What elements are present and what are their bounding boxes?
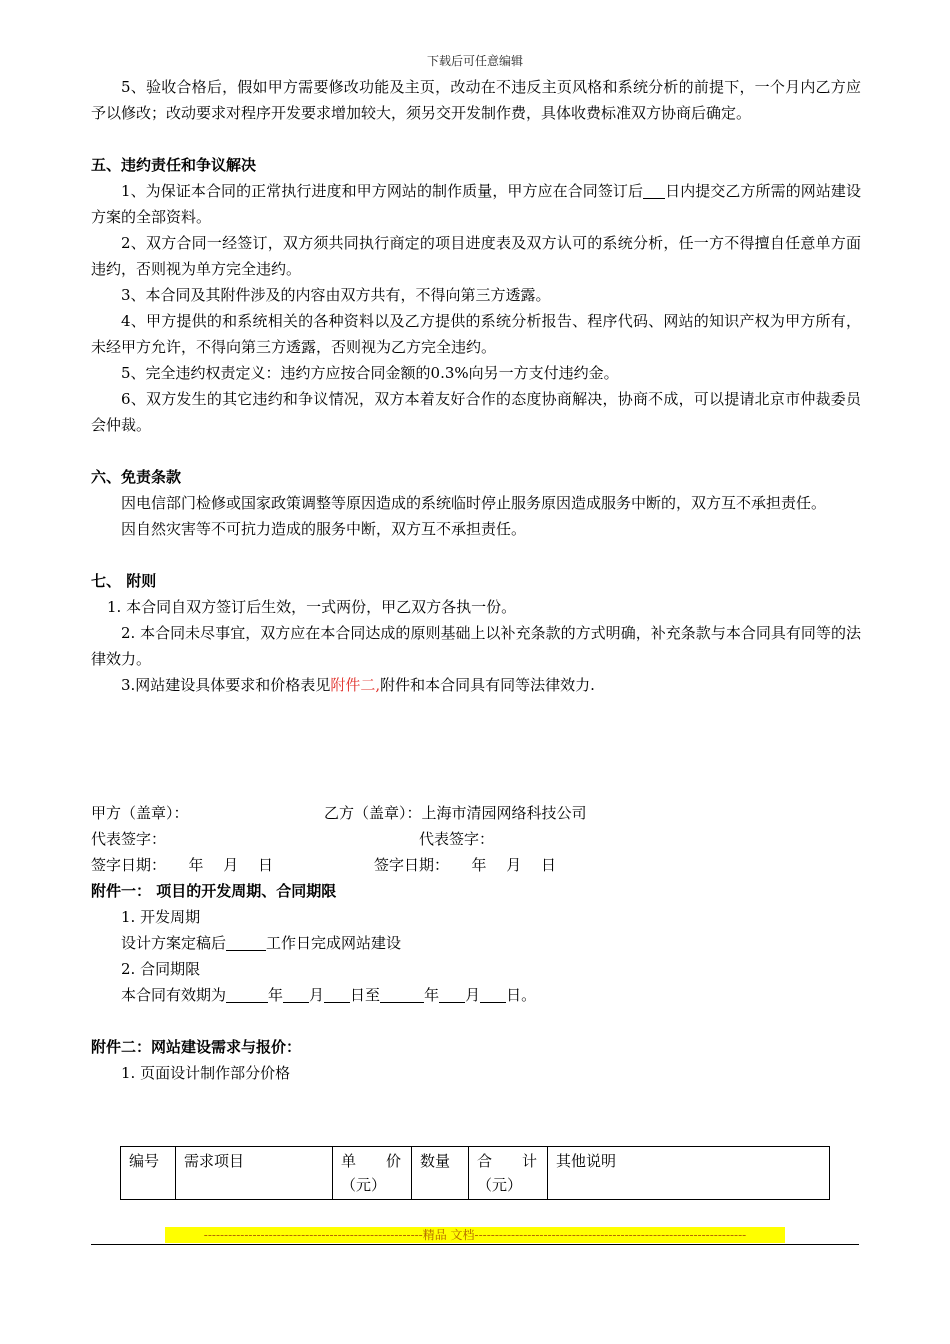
header-cell-total: 合 计（元） [469, 1147, 548, 1200]
header-cell-unit-price: 单 价（元） [333, 1147, 412, 1200]
section-7-item-3: 3.网站建设具体要求和价格表见附件二,附件和本合同具有同等法律效力. [121, 676, 595, 694]
section-5-item-6: 6、双方发生的其它违约和争议情况，双方本着友好合作的态度协商解决，协商不成，可以提请北京市仲裁委员会仲裁。 [91, 390, 861, 434]
section-6-para-1: 因电信部门检修或国家政策调整等原因造成的系统临时停止服务原因造成服务中断的，双方互不承担责任。 [121, 494, 827, 512]
start-day-blank [324, 986, 350, 1003]
section-5-item-2: 2、双方合同一经签订，双方须共同执行商定的项目进度表及双方认可的系统分析，任一方不得擅自任意单方面违约，否则视为单方完全违约。 [91, 234, 861, 278]
signature-row-rep [91, 826, 861, 852]
footer-banner: ------------------------------------------------------精品 文档------------------------------------------------------------------- [165, 1227, 785, 1243]
table-header-row [121, 1147, 830, 1200]
signature-row-date [91, 852, 861, 878]
days-blank [643, 182, 665, 199]
header-cell-item: 需求项目 [176, 1147, 333, 1200]
rep-b-label: 代表签字： [419, 830, 495, 848]
section-5-title: 五、违约责任和争议解决 [91, 156, 257, 174]
section-5-item-5: 5、完全违约权责定义：违约方应按合同金额的0.3%向另一方支付违约金。 [121, 364, 619, 382]
rep-a-label: 代表签字： [91, 830, 167, 848]
annex-1-title: 附件一： 项目的开发周期、合同期限 [91, 882, 337, 900]
section-5-item-1: 1、为保证本合同的正常执行进度和甲方网站的制作质量，甲方应在合同签订后 日内提交乙方所需的网站建设方案的全部资料。 [91, 182, 861, 226]
annex-1-item-2: 2. 合同期限 [121, 960, 201, 978]
clause-5: 5、验收合格后，假如甲方需要修改功能及主页，改动在不违反主页风格和系统分析的前提下，一个月内乙方应予以修改；改动要求对程序开发要求增加较大，须另交开发制作费，具体收费标准双方协商后确定。 [91, 78, 861, 122]
section-7-title: 七、 附则 [91, 572, 157, 590]
section-6-para-2: 因自然灾害等不可抗力造成的服务中断，双方互不承担责任。 [121, 520, 527, 538]
section-5-item-4: 4、甲方提供的和系统相关的各种资料以及乙方提供的系统分析报告、程序代码、网站的知识产权为甲方所有，未经甲方允许，不得向第三方透露，否则视为乙方完全违约。 [91, 312, 861, 356]
annex-2-link[interactable]: 附件二, [330, 676, 381, 694]
header-cell-notes: 其他说明 [548, 1147, 830, 1200]
price-table [120, 1146, 830, 1200]
end-month-blank [439, 986, 465, 1003]
section-7-item-1: 1. 本合同自双方签订后生效，一式两份，甲乙双方各执一份。 [107, 598, 517, 616]
annex-2-item-1: 1. 页面设计制作部分价格 [121, 1064, 291, 1082]
section-6-title: 六、免责条款 [91, 468, 182, 486]
signature-row-party [91, 800, 861, 826]
end-year-blank [380, 986, 424, 1003]
header-cell-quantity: 数量 [412, 1147, 469, 1200]
page-header: 下载后可任意编辑 [426, 54, 523, 68]
contract-body [91, 74, 861, 1086]
end-day-blank [480, 986, 506, 1003]
workday-blank [226, 934, 266, 951]
start-year-blank [226, 986, 268, 1003]
section-7-item-2: 2. 本合同未尽事宜，双方应在本合同达成的原则基础上以补充条款的方式明确，补充条款与本合同具有同等的法律效力。 [91, 624, 861, 668]
annex-1-dev-period: 设计方案定稿后 工作日完成网站建设 [121, 934, 402, 952]
section-5-item-3: 3、本合同及其附件涉及的内容由双方共有，不得向第三方透露。 [121, 286, 551, 304]
party-a-label: 甲方（盖章）： [91, 804, 189, 822]
annex-1-term: 本合同有效期为 年 月 日至 年 月 日。 [121, 986, 537, 1004]
start-month-blank [283, 986, 309, 1003]
date-a-label: 签字日期： 年 月 日 [91, 856, 274, 874]
annex-1-item-1: 1. 开发周期 [121, 908, 201, 926]
date-b-label: 签字日期： 年 月 日 [374, 856, 557, 874]
party-b-label: 乙方（盖章）：上海市清园网络科技公司 [324, 804, 587, 822]
footer-divider [91, 1244, 859, 1245]
annex-2-title: 附件二：网站建设需求与报价： [91, 1038, 302, 1056]
header-cell-id: 编号 [121, 1147, 176, 1200]
